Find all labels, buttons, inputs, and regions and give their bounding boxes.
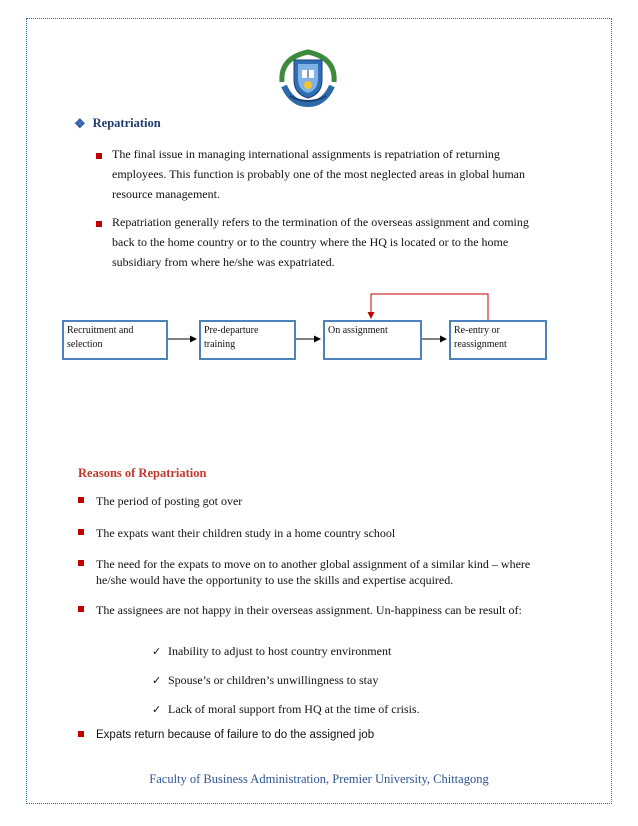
square-bullet-icon [78,529,84,535]
diamond-bullet-icon: ❖ [74,116,86,131]
checkmark-icon: ✓ [152,704,162,716]
reason-item [96,602,551,618]
flow-step-re-entry [449,320,547,360]
paragraph-line: The final issue in managing international assignments is repatriation of returning [112,147,500,161]
reason-item [96,493,551,509]
flow-step-label: Re-entry or [454,325,500,336]
section-heading-text: Repatriation [92,116,161,130]
square-bullet-icon [78,731,84,737]
reason-item [96,556,551,588]
paragraph-line: employees. This function is probably one of the most neglected areas in global human [112,167,526,181]
checkmark-icon: ✓ [152,675,162,687]
flow-step-label: Recruitment and [67,325,134,336]
reason-line: The need for the expats to move on to another global assignment of a similar kind – where [96,557,531,571]
page-footer: Faculty of Business Administration, Premier University, Chittagong [149,772,489,786]
flow-step-label: selection [67,339,103,350]
sub-reason-text: Spouse’s or children’s unwillingness to stay [168,673,379,687]
square-bullet-icon [78,497,84,503]
flow-step-recruitment [62,320,168,360]
square-bullet-icon [78,560,84,566]
square-bullet-icon [78,606,84,612]
paragraph-line: Repatriation generally refers to the termination of the overseas assignment and coming [112,215,529,229]
reason-line: he/she would have the opportunity to use the skills and expertise acquired. [96,573,454,587]
reason-line: The period of posting got over [96,494,243,508]
paragraph-line: resource management. [112,187,220,201]
flow-step-label: On assignment [328,325,388,336]
sub-reason-text: Lack of moral support from HQ at the time of crisis. [168,702,420,716]
reason-line: The assignees are not happy in their overseas assignment. Un-happiness can be result of: [96,603,522,617]
flow-step-on-assignment [323,320,422,360]
flow-step-pre-departure [199,320,296,360]
reasons-heading: Reasons of Repatriation [78,466,207,480]
sub-reason-item [152,672,378,689]
flow-step-label: reassignment [454,339,507,350]
sub-reason-item [152,643,391,660]
checkmark-icon: ✓ [152,646,162,658]
sub-reason-item [152,701,420,718]
paragraph-line: back to the home country or to the country where the HQ is located or to the home [112,235,509,249]
paragraph-line: subsidiary from where he/she was expatriated. [112,255,335,269]
flow-step-label: training [204,339,236,350]
sub-reason-text: Inability to adjust to host country environment [168,644,392,658]
reason-item [96,525,551,541]
reason-item-last: Expats return because of failure to do the assigned job [96,729,375,741]
flow-step-label: Pre-departure [204,325,259,336]
reason-line: The expats want their children study in a home country school [96,526,396,540]
loop-arrow [371,294,488,320]
